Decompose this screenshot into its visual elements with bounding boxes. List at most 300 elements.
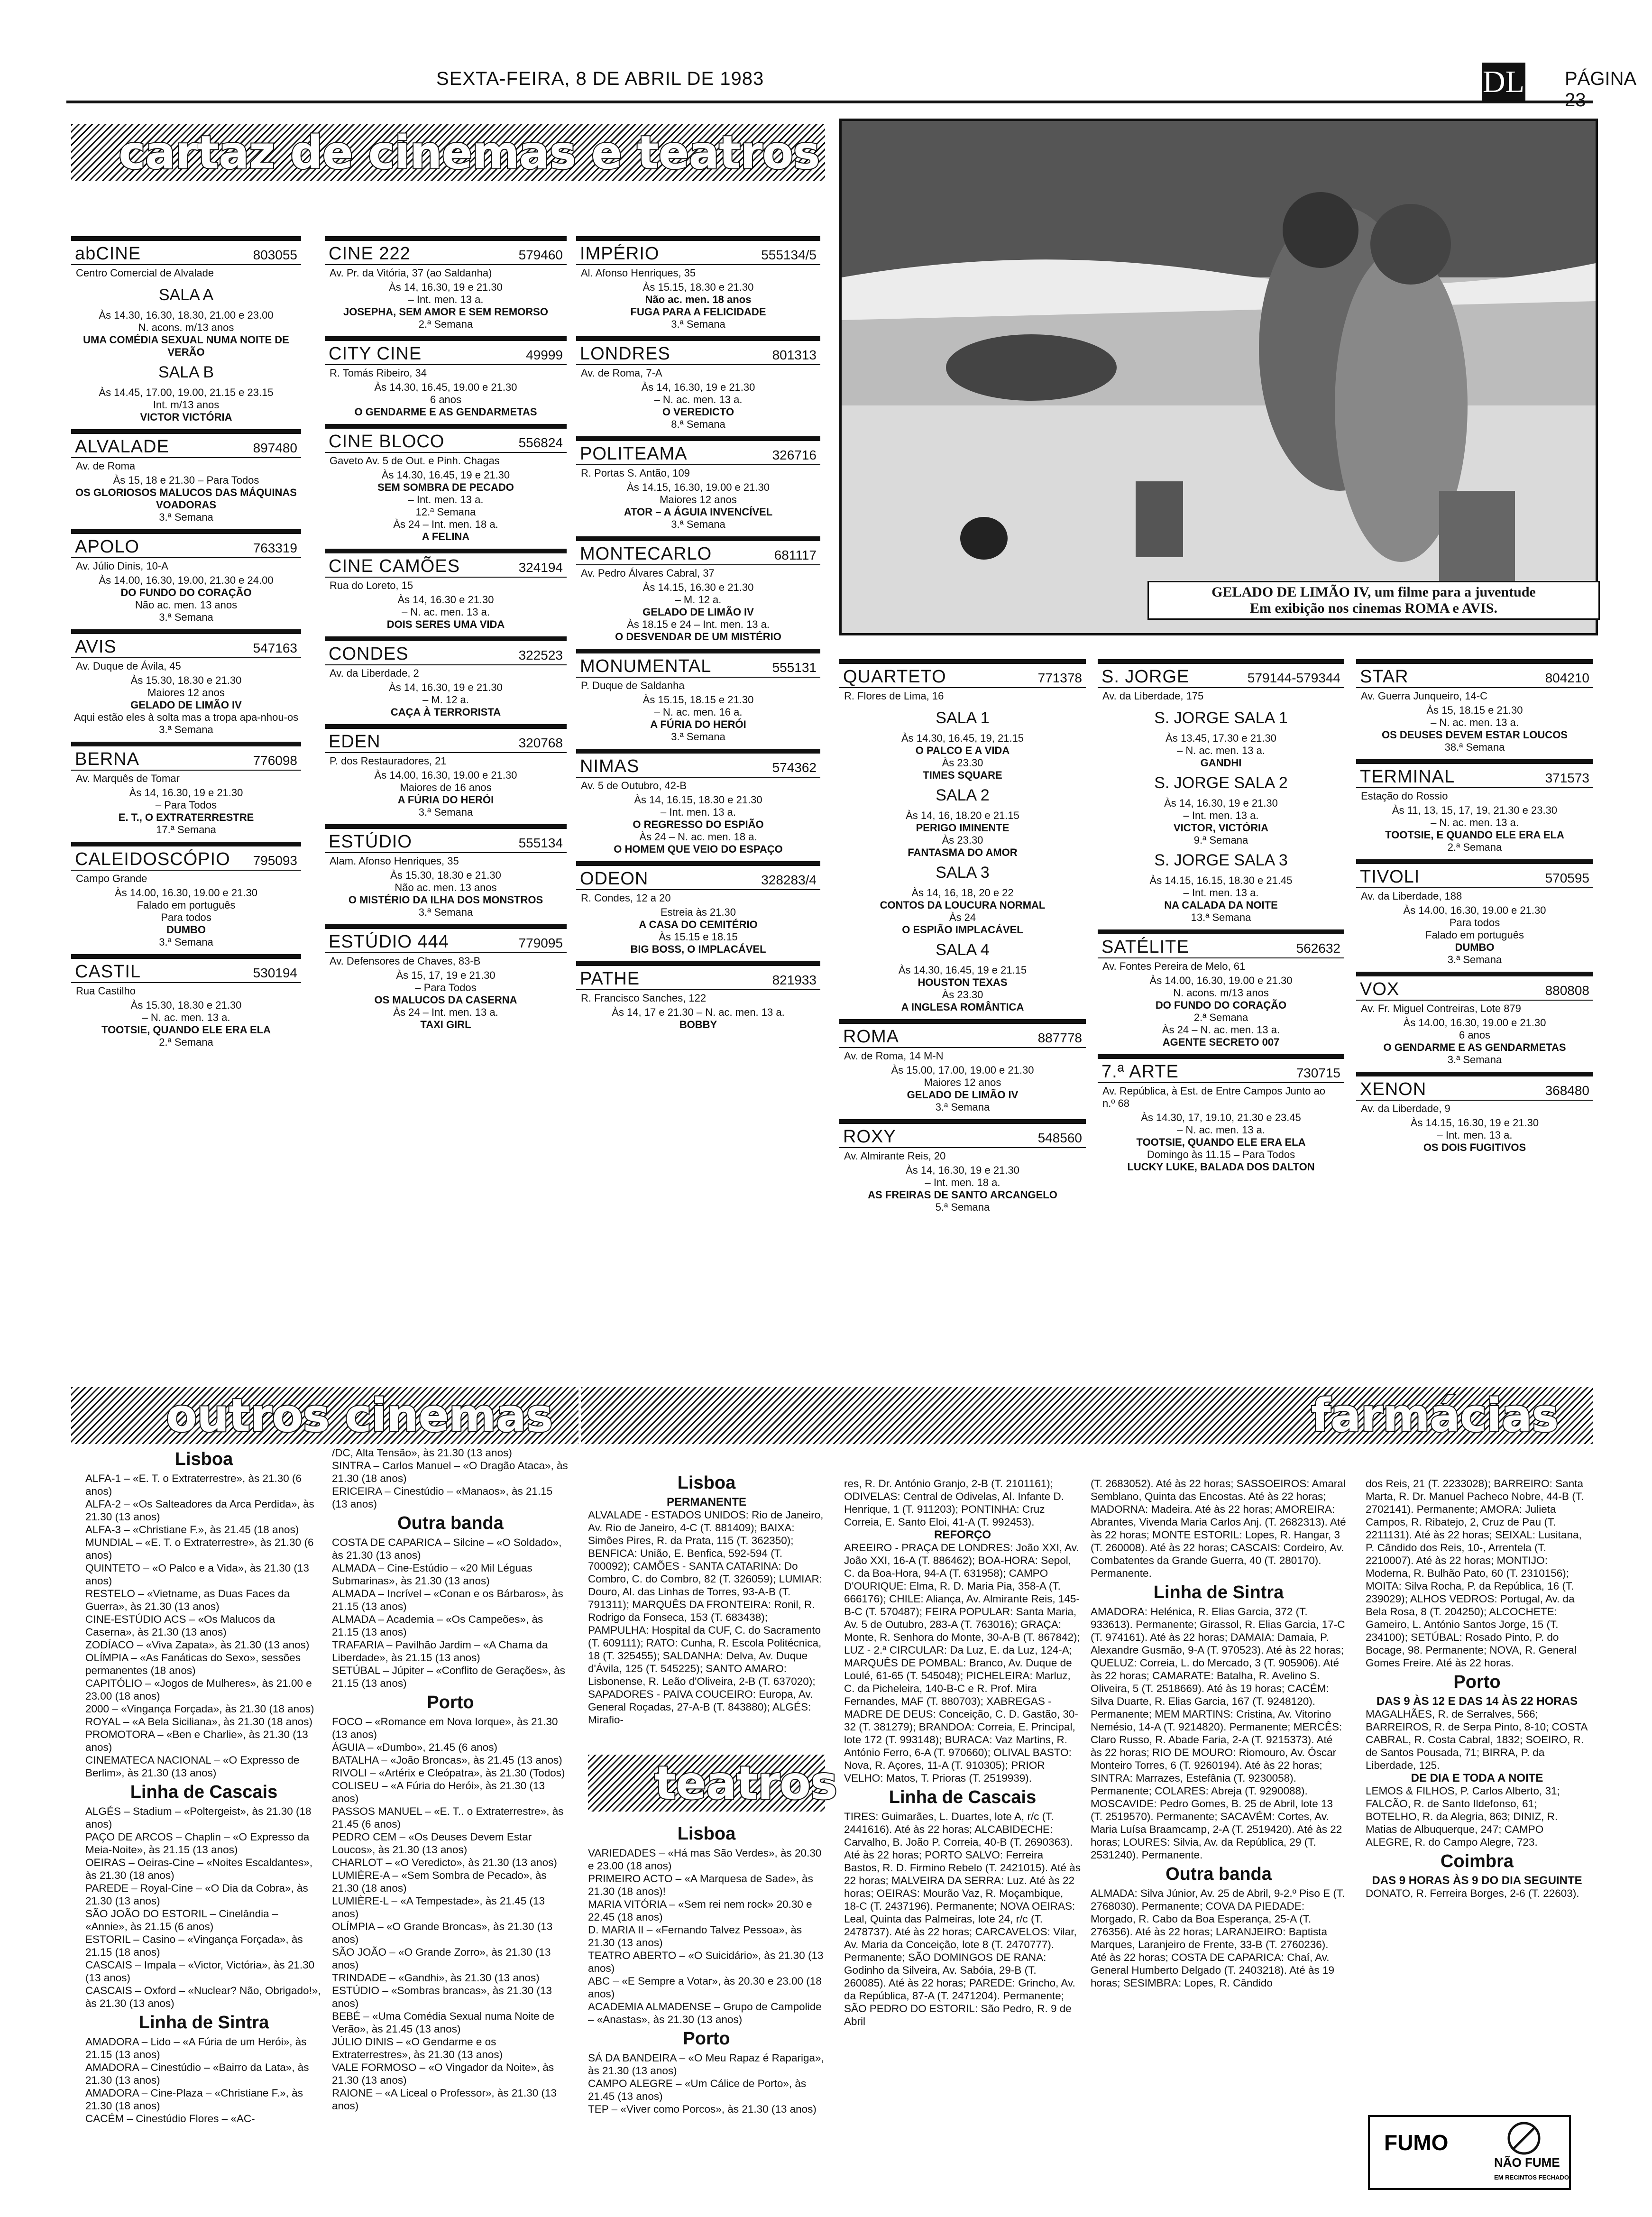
cinema-name: BERNA: [75, 749, 139, 769]
cinema-address: Av. da Liberdade, 188: [1361, 890, 1462, 902]
cinema-phone: 555134/5: [761, 248, 817, 262]
cinema-listing: [1356, 1072, 1593, 1154]
listing-text: JÚLIO DINIS – «O Gendarme e os Extraterrestres», às 21.30 (13 anos): [332, 2036, 503, 2061]
session-info: – M. 12 a.: [675, 594, 722, 606]
session-info: – Int. men. 13 a.: [1183, 887, 1259, 899]
session-info: 3.ª Semana: [1447, 954, 1502, 966]
cinema-listing: [1356, 859, 1593, 966]
cinema-name: QUARTETO: [843, 667, 946, 687]
listing-text: CAMPO ALEGRE – «Um Cálice de Porto», às 21.45 (13 anos): [588, 2078, 807, 2102]
cinema-phone: 579460: [518, 248, 563, 262]
cinema-header: [839, 1127, 1086, 1148]
section-heading: Linha de Cascais: [130, 1782, 278, 1802]
session-info: 3.ª Semana: [935, 1101, 990, 1113]
listing-text: AMADORA: Helénica, R. Elias Garcia, 372 (T. 933613). Permanente; Girassol, R. Elias Garcia, 17-C (T. 974161). Até às 22 horas; DAMAIA: Damaia, P. Alexandre Gusmão, 9-A (T. 970523). Até às 22 horas; QUELUZ: Correia, L. do Mercado, 3 (T. 905906). Até às 22 horas; CAMARATE: Batalha, R. Avelino S. Oliveira, 5 (T. 2518669). Até às 19 horas; CACÉM: Silva Duarte, R. Elias Garcia, 167 (T. 9248120). Permanente; MEM MARTINS: Cristina, Av. Vitorino Nemésio, 14-A (T. 9214820). Permanente; MERCÊS: Claro Russo, R. Abade Faria, 2-A (T. 9215373). Até às 22 horas; RIO DE MOURO: Riomouro, Av. Óscar Monteiro Torres, 6 (T. 9260194). Até às 22 horas; SINTRA: Marrazes, Estefânia (T. 9230058). Permanente; COLARES: Abreja (T. 9290088).: [1091, 1606, 1345, 1797]
listing-text: COSTA DE CAPARICA – Silcine – «O Soldado», às 21.30 (13 anos): [332, 1536, 562, 1561]
film-title: A FÚRIA DO HERÓI: [397, 794, 494, 806]
cinema-name: LONDRES: [580, 344, 670, 364]
cinema-header: [1356, 867, 1593, 888]
session-info: Às 24: [949, 911, 976, 923]
screen-label: SALA A: [158, 286, 214, 304]
cinema-listing: [325, 549, 567, 631]
session-info: Maiores de 16 anos: [400, 782, 492, 793]
listing-text: ESTÚDIO – «Sombras brancas», às 21.30 (13 anos): [332, 1985, 552, 2009]
listing-text: ALGÉS – Stadium – «Poltergeist», às 21.30 (18 anos): [85, 1805, 312, 1830]
sub-heading: REFORÇO: [934, 1528, 991, 1541]
cinema-phone: 821933: [772, 973, 817, 987]
cinema-address: R. Francisco Sanches, 122: [581, 992, 707, 1004]
section-heading: Outra banda: [1166, 1864, 1272, 1884]
session-info: – N. ac. men. 13 a.: [1431, 717, 1519, 728]
cinema-name: CALEIDOSCÓPIO: [75, 849, 230, 869]
cinema-listing: [325, 724, 567, 819]
cinema-address: Av. Defensores de Chaves, 83-B: [330, 955, 481, 967]
cinema-header: [325, 832, 567, 853]
cinema-header: [576, 656, 820, 678]
caption-line-1: GELADO DE LIMÃO IV, um filme para a juventude: [1211, 584, 1536, 600]
listing-text: MARIA VITÓRIA – «Sem rei nem rock» 20.30 e 22.45 (18 anos): [588, 1898, 812, 1923]
session-info: 2.ª Semana: [159, 1036, 213, 1048]
session-info: Estreia às 21.30: [661, 906, 736, 918]
sub-heading: DAS 9 ÀS 12 E DAS 14 ÀS 22 HORAS: [1376, 1695, 1578, 1708]
session-info: 17.ª Semana: [156, 824, 216, 836]
listing-text: ERICEIRA – Cinestúdio – «Manaos», às 21.15 (13 anos): [332, 1485, 553, 1510]
film-title: O DESVENDAR DE UM MISTÉRIO: [615, 631, 781, 643]
newspaper-logo: DL: [1482, 63, 1525, 101]
cinema-header: [1356, 979, 1593, 1001]
cinema-name: CONDES: [329, 644, 409, 664]
listing-text: ALMADA – Cine-Estúdio – «20 Mil Léguas Submarinas», às 21.30 (13 anos): [332, 1562, 532, 1587]
cinema-listing: [576, 236, 820, 331]
cinema-phone: 555131: [772, 660, 817, 675]
cinema-name: TIVOLI: [1360, 867, 1420, 887]
session-info: N. acons. m/13 anos: [1173, 987, 1269, 999]
session-info: Às 15, 18 e 21.30 – Para Todos: [113, 474, 259, 486]
listing-text: CHARLOT – «O Veredicto», às 21.30 (13 anos): [332, 1857, 557, 1868]
session-info: 2.ª Semana: [1447, 841, 1502, 853]
cinema-phone: 730715: [1296, 1066, 1340, 1080]
film-title: A FÚRIA DO HERÓI: [650, 718, 746, 730]
listing-text: TEP – «Viver como Porcos», às 21.30 (13 anos): [588, 2103, 817, 2115]
cinema-header: [325, 432, 567, 453]
session-info: 13.ª Semana: [1191, 911, 1251, 923]
farmacias-column-4: [1366, 1477, 1588, 1900]
cinema-address: Av. de Roma, 7-A: [581, 367, 662, 379]
cinemas-banner: [71, 124, 825, 181]
teatros-banner: [588, 1755, 837, 1812]
listing-text: RIVOLI – «Artérix e Cleópatra», às 21.30 (Todos): [332, 1767, 565, 1779]
listing-text: PEDRO CEM – «Os Deuses Devem Estar Loucos», às 21.30 (13 anos): [332, 1831, 532, 1856]
cinema-listing: [1356, 972, 1593, 1066]
section-heading: Lisboa: [174, 1449, 233, 1469]
listing-text: SÃO JOÃO – «O Grande Zorro», às 21.30 (13 anos): [332, 1946, 551, 1971]
listing-text: MUNDIAL – «E. T. o Extraterrestre», às 21.30 (6 anos): [85, 1536, 314, 1561]
cinema-address: Centro Comercial de Alvalade: [76, 267, 214, 279]
cinema-column-6: [1356, 659, 1593, 1159]
cinema-header: [71, 749, 301, 771]
session-info: Às 14.00, 16.30, 19.00 e 21.30: [1403, 904, 1546, 916]
session-info: – Para Todos: [155, 799, 217, 811]
listing-text: LEMOS & FILHOS, P. Carlos Alberto, 31; FALCÃO, R. de Santo Ildefonso, 61; BOTELHO, R. da Alegria, 863; DINIZ, R. Matias de Albuquerque, 247; CAMPO ALEGRE, R. do Campo Alegre, 723.: [1366, 1785, 1560, 1848]
listing-text: MAGALHÃES, R. de Serralves, 566; BARREIROS, R. de Serpa Pinto, 8-10; COSTA CABRAL, R. Costa Cabral, 1832; SOEIRO, R. de Santos Pousada, 71; BIRRA, P. da Liberdade, 125.: [1366, 1708, 1588, 1771]
session-info: Falado em português: [137, 899, 236, 911]
listing-text: DONATO, R. Ferreira Borges, 2-6 (T. 22603).: [1366, 1887, 1579, 1899]
listing-text: ALMADA – Academia – «Os Campeões», às 21.15 (13 anos): [332, 1613, 543, 1638]
cinema-phone: 548560: [1037, 1131, 1082, 1145]
cinema-name: MONUMENTAL: [580, 656, 712, 676]
fumo-slogan-2: EM RECINTOS FECHADOS: [1494, 2174, 1569, 2181]
listing-text: CINEMATECA NACIONAL – «O Expresso de Berlim», às 21.30 (13 anos): [85, 1754, 300, 1779]
session-info: Às 14.30, 16.45, 19.00 e 21.30: [374, 381, 517, 393]
session-info: – Int. men. 13 a.: [408, 294, 484, 305]
film-title: BOBBY: [679, 1019, 717, 1030]
cinema-address: R. Tomás Ribeiro, 34: [330, 367, 427, 379]
film-title: JOSEPHA, SEM AMOR E SEM REMORSO: [343, 306, 548, 318]
film-title: O GENDARME E AS GENDARMETAS: [1383, 1041, 1566, 1053]
outros-column-1: [85, 1446, 322, 2125]
outros-title: outros cinemas: [166, 1389, 553, 1442]
session-info: Às 14.30, 16.30, 18.30, 21.00 e 23.00: [99, 309, 274, 321]
session-info: – Int. men. 13 a.: [661, 806, 736, 818]
cinema-phone: 779095: [518, 936, 563, 950]
session-info: Às 14, 16.15, 18.30 e 21.30: [634, 794, 762, 806]
section-heading: Linha de Sintra: [1153, 1582, 1284, 1602]
cinema-name: S. JORGE: [1101, 667, 1190, 687]
listing-text: CINE-ESTÚDIO ACS – «Os Malucos da Caserna», às 21.30 (13 anos): [85, 1613, 275, 1638]
session-info: Às 23.30: [942, 757, 983, 769]
session-info: 6 anos: [1459, 1029, 1491, 1041]
cinema-address: Av. República, à Est. de Entre Campos Junto ao n.º 68: [1102, 1085, 1326, 1109]
listing-text: OLÍMPIA – «As Fanáticas do Sexo», sessões permanentes (18 anos): [85, 1652, 301, 1676]
cinema-listing: [325, 424, 567, 543]
listing-text: ALMADA: Silva Júnior, Av. 25 de Abril, 9-2.º Piso E (T. 2768030). Permanente; COVA DA PIEDADE: Morgado, R. Cabo da Boa Esperança, 25-A (T. 276356). Até às 22 horas; LARANJEIRO: Baptista Marques, Laranjeiro de Frente, 33-B (T. 2760236). Até às 22 horas; COSTA DE CAPARICA: Chaí, Av. General Humberto Delgado (T. 2403218). Até às 19 horas; SESIMBRA: Lopes, R. Cândido: [1091, 1887, 1345, 1989]
listing-text: ALFA-1 – «E. T. o Extraterrestre», às 21.30 (6 anos): [85, 1472, 302, 1497]
cinema-header: [576, 244, 820, 265]
session-info: – N. ac. men. 13 a.: [142, 1012, 230, 1023]
farmacias-column-2: [844, 1477, 1081, 2028]
session-info: – N. ac. men. 13 a.: [402, 606, 490, 618]
cinema-name: AVIS: [75, 637, 117, 657]
sub-heading: DE DIA E TODA A NOITE: [1411, 1772, 1543, 1785]
cinema-address: Av. Duque de Ávila, 45: [76, 660, 181, 672]
cinema-phone: 887778: [1037, 1030, 1082, 1045]
film-title: A CASA DO CEMITÉRIO: [639, 919, 758, 930]
listing-text: ROYAL – «A Bela Siciliana», às 21.30 (18 anos): [85, 1716, 313, 1728]
film-title: A FELINA: [422, 531, 470, 543]
listing-text: ALFA-3 – «Christiane F.», às 21.45 (18 anos): [85, 1524, 299, 1536]
listing-text: dos Reis, 21 (T. 2233028); BARREIRO: Santa Marta, R. Dr. Manuel Pacheco Nobre, 44-B (T. 2702141). Permanente; AMORA: Julieta Campos, R. Ribatejo, 2, Cruz de Pau (T. 2211131). Até às 22 horas; SEIXAL: Lusitana, P. Cândido dos Reis, 10-, Arrentela (T. 2210007). Até às 22 horas; MONTIJO: Moderna, R. Bulhão Pato, 60 (T. 2310156); MOITA: Silva Rocha, P. da República, 16 (T. 239029); ALHOS VEDROS: Portugal, Av. da Bela Rosa, 8 (T. 204250); ALCOCHETE: Gameiro, L. António Santos Jorge, 15 (T. 234100); SETÚBAL: Rosado Pinto, P. do Bocage, 98. Permanente; NOVA, R. General Gomes Freire. Até às 22 horas.: [1366, 1478, 1584, 1669]
listing-text: PRIMEIRO ACTO – «A Marquesa de Sade», às 21.30 (18 anos)!: [588, 1873, 813, 1897]
section-heading: Porto: [427, 1693, 474, 1712]
cinema-name: NIMAS: [580, 756, 640, 776]
session-info: Às 14.30, 16.45, 19, 21.15: [901, 732, 1024, 744]
cinema-address: Av. Guerra Junqueiro, 14-C: [1361, 690, 1487, 702]
farmacias-column-1: [588, 1470, 825, 1726]
sub-heading: DAS 9 HORAS ÀS 9 DO DIA SEGUINTE: [1372, 1874, 1582, 1887]
film-title: O REGRESSO DO ESPIÃO: [633, 819, 764, 830]
cinema-phone: 324194: [518, 560, 563, 575]
cinema-address: Av. de Roma: [76, 460, 136, 472]
cinema-listing: [1356, 659, 1593, 754]
listing-text: PASSOS MANUEL – «E. T.. o Extraterrestre», às 21.45 (6 anos): [332, 1805, 564, 1830]
cinema-listing: [325, 236, 567, 331]
photo-caption: [1147, 581, 1600, 620]
cinema-name: ESTÚDIO: [329, 832, 412, 852]
teatros-column: [588, 1821, 825, 2116]
cinema-column-2: [325, 236, 567, 1037]
session-info: – Int. men. 18 a.: [925, 1177, 1000, 1188]
session-info: Falado em português: [1425, 929, 1524, 941]
session-info: Às 14, 16.30 e 21.30: [397, 594, 494, 606]
listing-text: VARIEDADES – «Há mas São Verdes», às 20.30 e 23.00 (18 anos): [588, 1847, 822, 1872]
cinema-address: R. Portas S. Antão, 109: [581, 467, 690, 479]
film-title: TOOTSIE, QUANDO ELE ERA ELA: [1136, 1136, 1306, 1148]
cinema-column-1: [71, 236, 301, 1054]
cinema-name: EDEN: [329, 732, 381, 752]
session-info: Às 18.15 e 24 – Int. men. 13 a.: [627, 618, 770, 630]
session-info: Às 14.30, 16.45, 19 e 21.30: [381, 469, 510, 481]
cinema-address: P. Duque de Saldanha: [581, 680, 685, 691]
listing-text: (T. 2683052). Até às 22 horas; SASSOEIROS: Amaral Semblano, Quinta das Encostas. Até às 22 horas; MADORNA: Madeira. Até às 22 horas; AMOREIRA: Abrantes, Vivenda Maria Carlos Anj. (T. 2682313). Até às 22 horas; MONTE ESTORIL: Lopes, R. Hangar, 3 (T. 260008). Até às 22 horas; CASCAIS: Cordeiro, Av. Combatentes da Grande Guerra, 40 (T. 280170). Permanente.: [1091, 1478, 1346, 1579]
cinemas-title: cartaz de cinemas e teatros: [119, 126, 820, 179]
session-info: 3.ª Semana: [159, 611, 213, 623]
cinema-header: [71, 244, 301, 265]
film-title: DUMBO: [1455, 941, 1495, 953]
cinema-name: CINE CAMÕES: [329, 556, 460, 576]
screen-label: S. JORGE SALA 1: [1154, 709, 1288, 727]
film-title: SEM SOMBRA DE PECADO: [377, 481, 514, 493]
film-title: O MISTÉRIO DA ILHA DOS MONSTROS: [348, 894, 543, 906]
cinema-listing: [576, 336, 820, 431]
cinema-name: CASTIL: [75, 962, 141, 982]
listing-text: PAREDE – Royal-Cine – «O Dia da Cobra», às 21.30 (13 anos): [85, 1882, 308, 1907]
session-info: Às 14.00, 16.30, 19.00 e 21.30: [115, 887, 257, 899]
cinema-listing: [839, 659, 1086, 1013]
cinema-column-5: [1098, 659, 1344, 1179]
session-info: Às 15.30, 18.30 e 21.30: [130, 999, 242, 1011]
cinema-phone: 801313: [772, 348, 817, 362]
cinema-name: IMPÉRIO: [580, 244, 660, 264]
cinema-address: Av. Pr. da Vitória, 37 (ao Saldanha): [330, 267, 492, 279]
session-info: Às 15, 18.15 e 21.30: [1426, 704, 1523, 716]
cinema-header: [839, 667, 1086, 688]
page-header: [66, 64, 1635, 110]
cinema-phone: 795093: [253, 853, 297, 868]
cinema-listing: [71, 629, 301, 736]
listing-text: /DC, Alta Tensão», às 21.30 (13 anos): [332, 1447, 512, 1459]
caption-line-2: Em exibição nos cinemas ROMA e AVIS.: [1250, 600, 1497, 616]
cinema-listing: [71, 742, 301, 836]
session-info: 3.ª Semana: [159, 936, 213, 948]
session-info: Às 24 – N. ac. men. 13 a.: [1162, 1024, 1280, 1036]
session-info: – Int. men. 13 a.: [408, 494, 484, 506]
cinema-phone: 547163: [253, 641, 297, 655]
listing-text: BATALHA – «João Broncas», às 21.45 (13 anos): [332, 1754, 562, 1766]
listing-text: SETÚBAL – Júpiter – «Conflito de Gerações», às 21.15 (13 anos): [332, 1665, 565, 1689]
listing-text: TIRES: Guimarães, L. Duartes, lote A, r/c (T. 2441616). Até às 22 horas; ALCABIDECHE: Carvalho, B. João P. Correia, 40-B (T. 2690363). Até às 22 horas; PORTO SALVO: Ferreira Bastos, R. D. Firmino Rebelo (T. 2421015). Até às 22 horas; MALVEIRA DA SERRA: Luz. Até às 22 horas; OEIRAS: Mourão Vaz, R. Moçambique, 18-C (T. 2437196). Permanente; NOVA OEIRAS: Leal, Quinta das Palmeiras, lote 24, r/c (T. 2478737). Até às 22 horas; CARCAVELOS: Vilar, Av. Maria da Conceição, lote 8 (T. 2470777). Permanente; SÃO DOMINGOS DE RANA: Godinho da Silveira, Av. Sabóia, 29-B (T. 260085). Até às 22 horas; PAREDE: Grincho, Av. da República, 87-A (T. 2471204). Permanente; SÃO PEDRO DO ESTORIL: São Pedro, R. 9 de Abril: [844, 1811, 1081, 2027]
cinema-listing: [576, 749, 820, 856]
cinema-phone: 322523: [518, 648, 563, 662]
cinema-phone: 579144-579344: [1247, 671, 1340, 685]
listing-text: ALVALADE - ESTADOS UNIDOS: Rio de Janeiro, Av. Rio de Janeiro, 4-C (T. 881409); BAIXA: Simões Pires, R. da Prata, 115 (T. 362350); BENFICA: União, E. Benfica, 592-594 (T. 700092); CAMÕES - SANTA CATARINA: Do Combro, C. do Combro, 82 (T. 326059); LUMIAR: Douro, Al. das Linhas de Torres, 93-A-B (T. 791311); MARQUÊS DA FRONTEIRA: Ronil, R. Rodrigo da Fonseca, 153 (T. 683438); PAMPULHA: Hospital da CUF, C. do Sacramento (T. 609111); RATO: Cunha, R. Escola Politécnica, 18 (T. 325455); SALDANHA: Delva, Av. Duque d'Ávila, 125 (T. 545225); SANTO AMARO: Lisbonense, R. Leão d'Oliveira, 2-B (T. 637020); SAPADORES - PAIVA COUCEIRO: Europa, Av. General Roçadas, 27-A-B (T. 843880); ALGÉS: Mirafio-: [588, 1509, 824, 1726]
session-info: Às 14.00, 16.30, 19.00 e 21.30: [1403, 1017, 1546, 1029]
session-info: Às 14.15, 16.30, 19 e 21.30: [1410, 1117, 1539, 1129]
session-info: Maiores 12 anos: [924, 1076, 1001, 1088]
session-info: 3.ª Semana: [418, 806, 473, 818]
cinema-header: [325, 932, 567, 953]
listing-text: OLÍMPIA – «O Grande Broncas», às 21.30 (13 anos): [332, 1921, 553, 1945]
film-title: O GENDARME E AS GENDARMETAS: [354, 406, 537, 418]
cinema-listing: [576, 649, 820, 743]
screen-label: S. JORGE SALA 3: [1154, 851, 1288, 869]
cinema-header: [1356, 1079, 1593, 1101]
fumo-label: FUMO: [1384, 2130, 1449, 2155]
cinema-header: [1356, 667, 1593, 688]
session-info: Às 14.15, 16.30 e 21.30: [642, 581, 754, 593]
cinema-name: CITY CINE: [329, 344, 422, 364]
film-title: VICTOR VICTÓRIA: [140, 411, 232, 423]
cinema-header: [576, 869, 820, 890]
cinema-address: Av. Fontes Pereira de Melo, 61: [1102, 960, 1246, 972]
film-title: O VEREDICTO: [662, 406, 734, 418]
cinema-name: APOLO: [75, 537, 139, 557]
cinema-listing: [325, 336, 567, 418]
listing-text: LUMIÈRE-A – «Sem Sombra de Pecado», às 21.30 (18 anos): [332, 1869, 547, 1894]
session-info: 3.ª Semana: [418, 906, 473, 918]
session-info: Às 24 – N. ac. men. 18 a.: [639, 831, 757, 843]
session-info: 6 anos: [430, 394, 462, 405]
session-info: Às 14.15, 16.30, 19.00 e 21.30: [627, 481, 770, 493]
cinema-address: Al. Afonso Henriques, 35: [581, 267, 696, 279]
film-title: FUGA PARA A FELICIDADE: [630, 306, 766, 318]
listing-text: AREEIRO - PRAÇA DE LONDRES: João XXI, Av. João XXI, 16-A (T. 886462); BOA-HORA: Sepol, C. da Boa-Hora, 94-A (T. 631958); CAMPO D'OURIQUE: Elma, R. D. Maria Pia, 358-A (T. 666176); CHILE: Aliança, Av. Almirante Reis, 145-B-C (T. 570487); FEIRA POPULAR: Santa Maria, Av. 5 de Outubro, 283-A (T. 763016); GRAÇA: Monte, R. Senhora do Monte, 30-A-B (T. 867842); LUZ - 2.ª CIRCULAR: Da Luz, E. da Luz, 124-A; MARQUÊS DE POMBAL: Branco, Av. Duque de Loulé, 61-65 (T. 545048); PICHELEIRA: Marluz, C. da Picheleira, 140-B-C e R. Prof. Mira Fernandes, MAF (T. 880703); XABREGAS - MADRE DE DEUS: Conceição, C. D. Gastão, 30-32 (T. 381279); BRANDOA: Correia, E. Principal, lote 172 (T. 993148); BURACA: Vaz Martins, R. António Ferro, 6-A (T. 970660); OLIVAL BASTO: Nova, R. Açores, 11-A (T. 910305); PRIOR VELHO: Matos, T. Prioras (T. 2519939).: [844, 1542, 1080, 1784]
film-title: ATOR – A ÁGUIA INVENCÍVEL: [624, 506, 773, 518]
session-info: Às 15.30, 18.30 e 21.30: [130, 674, 242, 686]
film-title: VICTOR, VICTÓRIA: [1173, 822, 1269, 834]
cinema-header: [1356, 767, 1593, 788]
listing-text: ALMADA – Incrível – «Conan e os Bárbaros», às 21.15 (13 anos): [332, 1588, 563, 1612]
listing-text: SÁ DA BANDEIRA – «O Meu Rapaz é Rapariga», às 21.30 (13 anos): [588, 2052, 824, 2077]
cinema-header: [71, 962, 301, 983]
film-title: UMA COMÉDIA SEXUAL NUMA NOITE DE VERÃO: [83, 334, 289, 358]
cinema-address: Av. da Liberdade, 9: [1361, 1103, 1450, 1114]
cinema-name: ESTÚDIO 444: [329, 932, 449, 952]
screen-label: SALA 1: [936, 709, 990, 727]
cinema-address: Rua Castilho: [76, 985, 136, 997]
listing-text: AMADORA – Lido – «A Fúria de um Herói», às 21.15 (13 anos): [85, 2036, 307, 2061]
cinema-header: [71, 437, 301, 458]
cinema-phone: 574362: [772, 760, 817, 775]
session-info: – N. ac. men. 13 a.: [1177, 1124, 1265, 1136]
cinema-name: CINE BLOCO: [329, 432, 445, 451]
cinema-listing: [71, 236, 301, 423]
cinema-address: Av. da Liberdade, 2: [330, 667, 419, 679]
film-title: FANTASMA DO AMOR: [908, 846, 1018, 858]
cinema-listing: [71, 842, 301, 948]
session-info: Não ac. men. 13 anos: [135, 599, 238, 611]
session-info: Para todos: [1449, 917, 1500, 929]
cinema-listing: [576, 961, 820, 1031]
section-heading: Lisboa: [677, 1824, 736, 1844]
session-info: Às 14.00, 16.30, 19.00, 21.30 e 24.00: [99, 574, 274, 586]
cinema-listing: [1098, 929, 1344, 1049]
listing-text: TEATRO ABERTO – «O Suicidário», às 21.30 (13 anos): [588, 1950, 824, 1974]
session-info: – Int. men. 13 a.: [1437, 1129, 1513, 1141]
listing-text: res, R. Dr. António Granjo, 2-B (T. 2101161); ODIVELAS: Central de Odivelas, Al. Infante D. Henrique, 1 (T. 911203); PONTINHA: Cruz Correia, E. Santo Eloi, 41-A (T. 992453).: [844, 1478, 1064, 1528]
listing-text: VALE FORMOSO – «O Vingador da Noite», às 21.30 (13 anos): [332, 2061, 554, 2086]
cinema-phone: 320768: [518, 736, 563, 750]
session-info: 38.ª Semana: [1444, 741, 1505, 753]
session-info: Às 14.45, 17.00, 19.00, 21.15 e 23.15: [99, 386, 274, 398]
film-title: Não ac. men. 18 anos: [645, 294, 752, 305]
fumo-slogan-1: NÃO FUME: [1494, 2155, 1560, 2170]
cinema-phone: 681117: [774, 548, 817, 562]
film-title: DO FUNDO DO CORAÇÃO: [120, 587, 252, 598]
screen-label: S. JORGE SALA 2: [1154, 774, 1288, 792]
listing-text: QUINTETO – «O Palco e a Vida», às 21.30 (13 anos): [85, 1562, 309, 1587]
cinema-address: Av. de Roma, 14 M-N: [844, 1050, 944, 1062]
screen-label: SALA 2: [936, 786, 990, 804]
cinema-header: [839, 1027, 1086, 1048]
cinema-address: Campo Grande: [76, 873, 147, 884]
cinema-listing: [576, 861, 820, 956]
cinema-phone: 880808: [1545, 983, 1589, 998]
session-info: Às 24 – Int. men. 13 a.: [393, 1006, 498, 1018]
session-info: – N. ac. men. 13 a.: [654, 394, 743, 405]
farmacias-title: farmácias: [1311, 1389, 1559, 1442]
cinema-header: [325, 344, 567, 365]
session-info: 5.ª Semana: [935, 1201, 990, 1213]
cinema-header: [576, 544, 820, 565]
cinema-phone: 803055: [253, 248, 297, 262]
session-info: Às 15.15, 18.15 e 21.30: [642, 694, 754, 706]
film-title: O PALCO E A VIDA: [915, 745, 1010, 756]
cinema-header: [325, 644, 567, 665]
section-heading: Porto: [683, 2029, 730, 2049]
session-info: Às 14, 16, 18, 20 e 22: [911, 887, 1014, 899]
cinema-listing: [839, 1119, 1086, 1214]
section-heading: Coimbra: [1440, 1851, 1514, 1871]
film-title: A INGLESA ROMÂNTICA: [901, 1001, 1024, 1013]
listing-text: PAÇO DE ARCOS – Chaplin – «O Expresso da Meia-Noite», às 21.15 (13 anos): [85, 1831, 310, 1856]
section-heading: Porto: [1453, 1672, 1501, 1692]
section-heading: Lisboa: [677, 1473, 736, 1493]
cinema-name: ROMA: [843, 1027, 899, 1047]
cinema-address: Av. da Liberdade, 175: [1102, 690, 1204, 702]
session-info: Não ac. men. 13 anos: [395, 882, 497, 893]
session-info: Às 14, 16.30, 19 e 21.30: [389, 281, 503, 293]
film-title: GELADO DE LIMÃO IV: [907, 1089, 1019, 1101]
cinema-name: CINE 222: [329, 244, 411, 264]
session-info: 3.ª Semana: [1447, 1054, 1502, 1066]
cinema-listing: [839, 1019, 1086, 1113]
session-info: 2.ª Semana: [1193, 1012, 1248, 1023]
film-title: E. T., O EXTRATERRESTRE: [118, 811, 254, 823]
film-title: TIMES SQUARE: [923, 769, 1002, 781]
film-title: GELADO DE LIMÃO IV: [130, 699, 242, 711]
listing-text: D. MARIA II – «Fernando Talvez Pessoa», às 21.30 (13 anos): [588, 1924, 802, 1949]
cinema-address: Gaveto Av. 5 de Out. e Pinh. Chagas: [330, 455, 500, 467]
session-info: – M. 12 a.: [422, 694, 469, 706]
cinema-address: Av. Pedro Álvares Cabral, 37: [581, 567, 715, 579]
cinema-listing: [71, 429, 301, 524]
cinema-phone: 328283/4: [761, 873, 817, 887]
session-info: 3.ª Semana: [671, 731, 725, 743]
section-heading: Outra banda: [397, 1513, 504, 1533]
session-info: Às 11, 13, 15, 17, 19, 21.30 e 23.30: [1392, 804, 1558, 816]
cinema-phone: 897480: [253, 441, 297, 455]
listing-text: AMADORA – Cinestúdio – «Bairro da Lata», às 21.30 (13 anos): [85, 2061, 309, 2086]
